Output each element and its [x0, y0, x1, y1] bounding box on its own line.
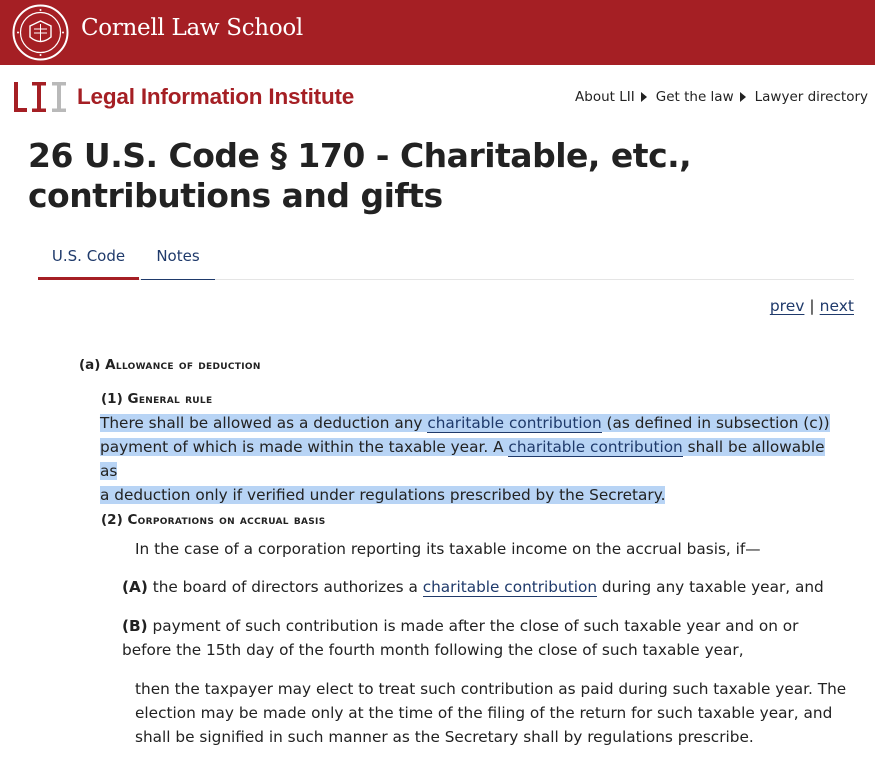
- next-link[interactable]: next: [819, 297, 854, 315]
- definition-link-charitable-contribution[interactable]: charitable contribution: [427, 414, 602, 432]
- pager-separator: |: [809, 297, 815, 315]
- subparagraph-a-text: the board of directors authorizes a: [147, 578, 423, 596]
- caret-right-icon: [740, 92, 746, 102]
- cornell-seal-icon[interactable]: [12, 4, 69, 61]
- paragraph-1-text: [100, 411, 840, 507]
- top-navigation: [575, 89, 868, 105]
- prev-link[interactable]: prev: [769, 297, 805, 315]
- definition-link-charitable-contribution[interactable]: charitable contribution: [508, 438, 683, 456]
- paragraph-2-heading: [101, 512, 325, 528]
- paragraph-2-intro: In the case of a corporation reporting its taxable income on the accrual basis, if—: [135, 540, 761, 558]
- paragraph-1-label: (1): [101, 391, 123, 407]
- subparagraph-b-label: (B): [122, 617, 148, 635]
- paragraph-1-heading: [101, 391, 212, 407]
- nav-get-the-law[interactable]: [656, 89, 755, 105]
- definition-link-charitable-contribution[interactable]: charitable contribution: [422, 578, 598, 596]
- concluding-text-line: shall be signified in such manner as the Secretary shall by regulations prescribe.: [135, 728, 754, 746]
- tab-bar: [38, 240, 854, 280]
- nav-get-the-law-label: Get the law: [655, 89, 734, 105]
- concluding-text-line: then the taxpayer may elect to treat such contribution as paid during such taxable year. The: [135, 680, 847, 698]
- nav-about-lii[interactable]: [575, 89, 656, 105]
- subparagraph-b-text: before the 15th day of the fourth month following the close of such taxable year,: [122, 641, 744, 659]
- para-1-text-segment: (as defined in subsection (c)): [601, 414, 830, 432]
- cornell-header-bar: [0, 0, 875, 65]
- lii-name[interactable]: Legal Information Institute: [77, 84, 355, 109]
- paragraph-2-title: Corporations on accrual basis: [127, 512, 326, 528]
- paragraph-2-concluding-text: [135, 677, 865, 749]
- page-title: 26 U.S. Code § 170 - Charitable, etc., contributions and gifts: [28, 136, 692, 215]
- nav-about-lii-label: About LII: [575, 89, 635, 105]
- nav-lawyer-directory[interactable]: [755, 89, 868, 105]
- paragraph-2-label: (2): [101, 512, 123, 528]
- subparagraph-a-text: during any taxable year, and: [597, 578, 824, 596]
- concluding-text-line: election may be made only at the time of the filing of the return for such taxable year, and: [135, 704, 833, 722]
- nav-lawyer-directory-label: Lawyer directory: [754, 89, 868, 105]
- subsection-a-heading: [79, 357, 261, 373]
- para-1-text-segment: a deduction only if verified under regulations prescribed by the Secretary.: [100, 486, 666, 504]
- caret-right-icon: [641, 92, 647, 102]
- para-1-text-segment: payment of which is made within the taxable year. A: [100, 438, 509, 456]
- para-1-text-segment: shall be allowable as: [100, 438, 825, 480]
- lii-logo-icon[interactable]: [12, 80, 70, 114]
- paragraph-1-title: General rule: [127, 391, 213, 407]
- subparagraph-b: [122, 614, 862, 662]
- subparagraph-b-text: payment of such contribution is made after the close of such taxable year and on or: [147, 617, 799, 635]
- tab-us-code[interactable]: U.S. Code: [38, 240, 139, 280]
- tab-notes[interactable]: Notes: [141, 240, 215, 280]
- subsection-a-label: (a): [79, 357, 101, 373]
- subparagraph-a: [122, 575, 862, 599]
- pager: [770, 297, 854, 315]
- subsection-a-title: Allowance of deduction: [105, 357, 261, 373]
- para-1-text-segment: There shall be allowed as a deduction any: [100, 414, 428, 432]
- subparagraph-a-label: (A): [122, 578, 148, 596]
- school-name[interactable]: Cornell Law School: [81, 15, 303, 41]
